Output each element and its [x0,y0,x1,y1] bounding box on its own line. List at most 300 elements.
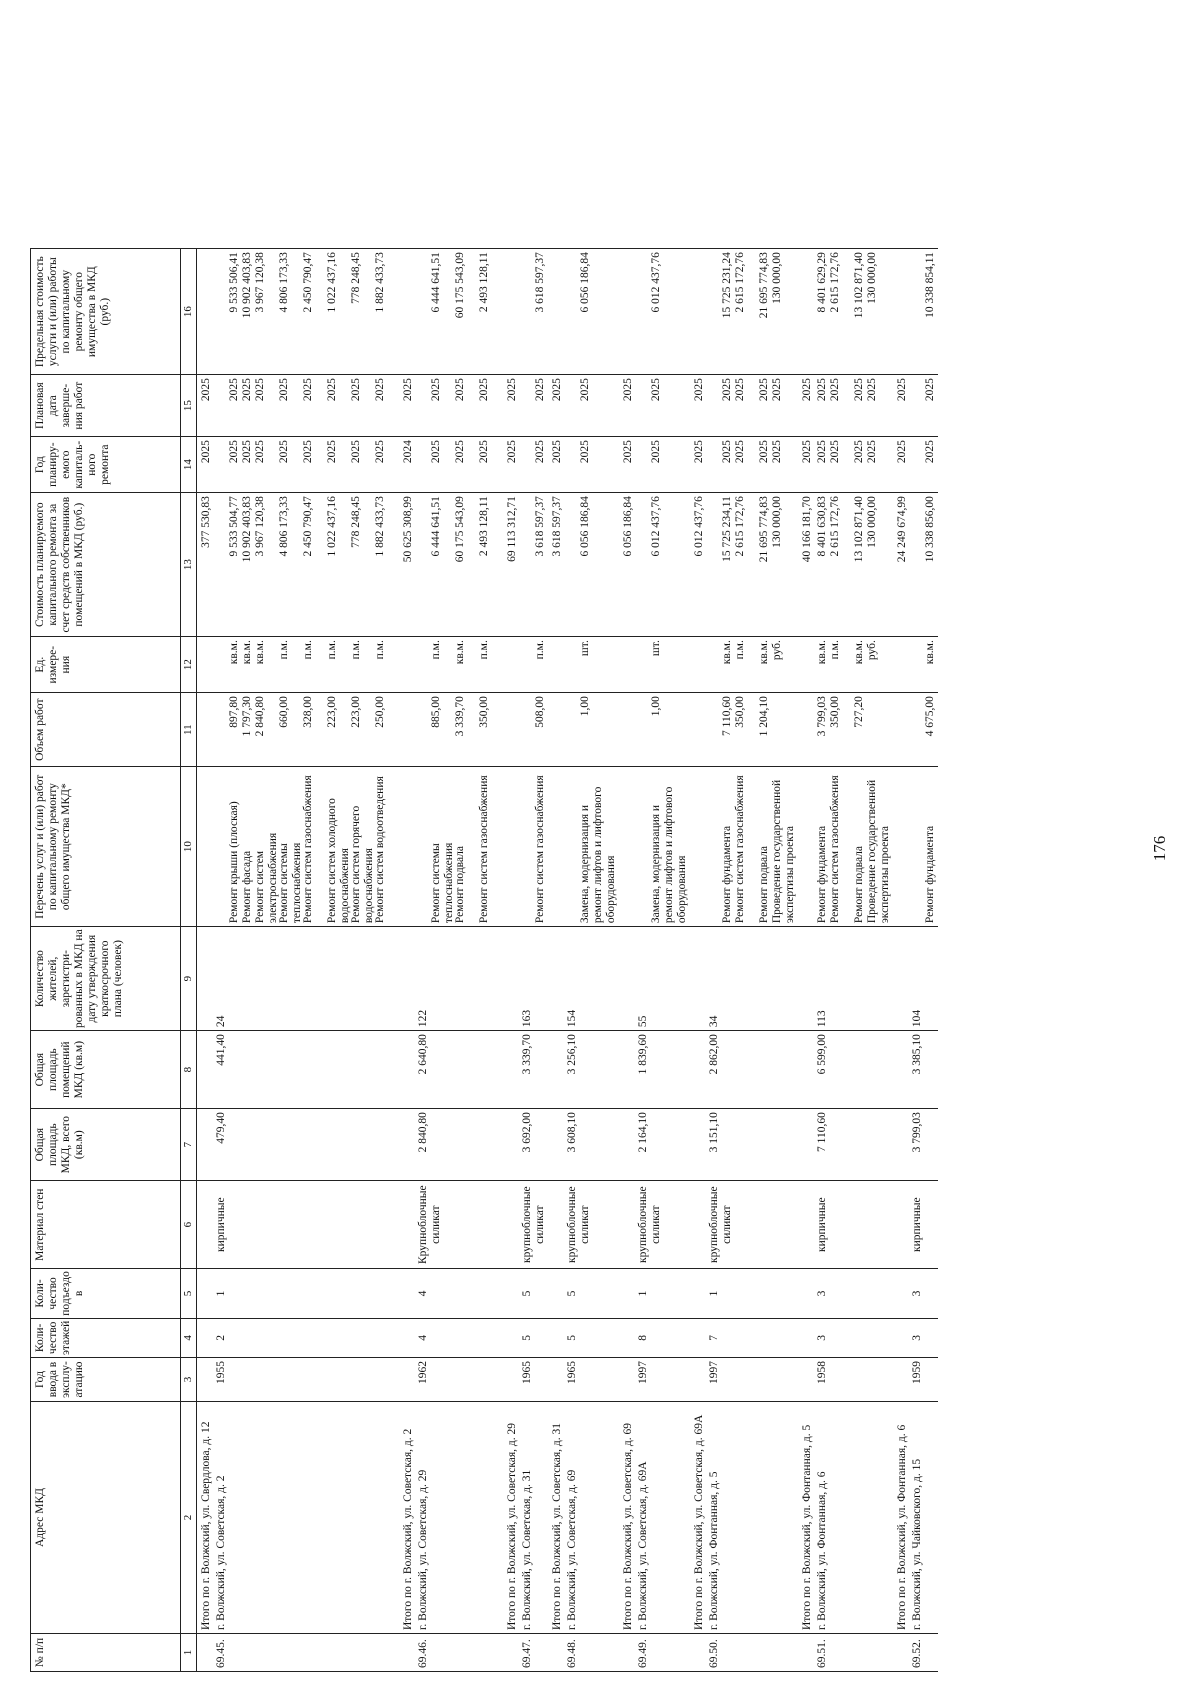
work-cost: 6 444 641,51 [430,496,442,557]
header-row [31,249,181,1672]
work-year: 2025 [302,440,314,464]
total-row [893,249,910,1672]
total-row [619,249,636,1672]
floors: 5 [565,1318,619,1357]
work-date: 2025 [534,378,546,402]
total-cost: 50 625 308,99 [399,493,416,637]
work-limit: 13 102 871,40 [853,252,865,319]
work-volume: 3 339,70 [454,696,466,737]
total-row [399,249,416,1672]
entrances: 3 [910,1269,938,1319]
year-built: 1962 [416,1358,503,1402]
work-limit: 3 618 597,37 [534,252,546,313]
work-year: 2025 [478,440,490,464]
work-cost: 130 000,00 [866,496,878,548]
work-volume: 7 110,60 [721,696,733,736]
residents: 24 [214,927,399,1031]
total-date: 2025 [548,375,565,437]
work-name: Ремонт фундамента [721,825,733,924]
work-year: 2025 [866,440,878,464]
work-limit: 6 056 186,84 [579,252,591,313]
floors: 4 [416,1318,503,1357]
col-number: 16 [181,249,197,375]
work-unit: п.м. [478,640,490,660]
floors: 7 [707,1318,798,1357]
work-limit: 10 902 403,83 [241,252,253,319]
work-volume: 897,80 [228,696,240,728]
floors: 5 [520,1318,548,1357]
residents: 154 [565,927,619,1031]
row-number: 69.48. [565,1634,619,1672]
column-number-row [181,249,197,1672]
work-year: 2025 [350,440,362,464]
col-number: 4 [181,1318,197,1357]
total-row [503,249,520,1672]
total-label: Итого по г. Волжский, ул. Советская, д. 2 [402,1428,414,1630]
total-year: 2025 [548,437,565,493]
area-rooms: 3 385,10 [910,1031,938,1109]
area-total: 2 164,10 [636,1109,690,1181]
total-date: 2025 [399,375,416,437]
total-row [548,249,565,1672]
work-unit: п.м. [302,640,314,660]
work-volume: 2 840,80 [254,696,266,737]
work-volume: 1,00 [650,696,662,717]
work-year: 2025 [374,440,386,464]
work-cost: 10 902 403,83 [241,496,253,563]
area-rooms: 1 839,60 [636,1031,690,1109]
work-year: 2025 [650,440,662,464]
building-row [416,249,503,1672]
work-unit: п.м. [374,640,386,660]
col-number: 13 [181,493,197,637]
total-year: 2025 [503,437,520,493]
work-year: 2025 [454,440,466,464]
work-unit: кв.м. [758,640,770,665]
col-number: 1 [181,1634,197,1672]
work-cost: 2 493 128,11 [478,496,490,557]
year-built: 1997 [707,1358,798,1402]
work-cost: 10 338 856,00 [924,496,936,563]
work-limit: 6 444 641,51 [430,252,442,313]
area-rooms: 6 599,00 [815,1031,893,1109]
work-limit: 2 615 172,76 [829,252,841,313]
work-unit: п.м. [534,640,546,660]
work-unit: п.м. [326,640,338,660]
address: г. Волжский, ул. Советская, д. 31 [520,1402,548,1634]
col-number: 9 [181,927,197,1031]
work-volume: 4 675,00 [924,696,936,737]
total-date: 2025 [798,375,815,437]
work-date: 2025 [302,378,314,402]
row-number: 69.45. [214,1634,399,1672]
total-row [197,249,215,1672]
residents: 55 [636,927,690,1031]
row-number: 69.46. [416,1634,503,1672]
wall-material: крупноблочные силикат [707,1181,798,1269]
entrances: 5 [520,1269,548,1319]
total-label: Итого по г. Волжский, ул. Советская, д. 31 [551,1423,563,1630]
total-year: 2025 [619,437,636,493]
wall-material: крупноблочные силикат [520,1181,548,1269]
work-limit: 778 248,45 [350,252,362,304]
address: г. Волжский, ул. Чайковского, д. 15 [910,1402,938,1634]
wall-material: крупноблочные силикат [565,1181,619,1269]
residents: 104 [910,927,938,1031]
total-cost: 6 012 437,76 [690,493,707,637]
building-row [520,249,548,1672]
col-header-volume: Объем работ [31,693,181,767]
area-total: 3 151,10 [707,1109,798,1181]
work-cost: 2 615 172,76 [829,496,841,557]
col-header-finish-date: Плановая дата заверше-ния работ [31,375,181,437]
area-rooms: 2 862,00 [707,1031,798,1109]
work-volume: 223,00 [350,696,362,728]
total-year: 2025 [893,437,910,493]
work-volume: 1 797,30 [241,696,253,737]
total-label: Итого по г. Волжский, ул. Фонтанная, д. 6 [896,1424,908,1630]
work-name: Ремонт фундамента [924,825,936,924]
work-volume: 328,00 [302,696,314,728]
work-limit: 21 695 774,83 [758,252,770,319]
work-name: Проведение государственной экспертизы проекта [866,779,891,924]
col-header-residents: Количество жителей, зарегистри-рованных в МКД на дату утверждения краткосрочного плана (человек) [31,927,181,1031]
wall-material: кирпичные [910,1181,938,1269]
wall-material: крупноблочные силикат [636,1181,690,1269]
work-unit: кв.м. [816,640,828,665]
work-name: Ремонт систем газоснабжения [734,775,746,924]
work-volume: 508,00 [534,696,546,728]
work-year: 2025 [579,440,591,464]
work-name: Проведение государственной экспертизы проекта [771,779,796,924]
work-year: 2025 [734,440,746,464]
year-built: 1965 [565,1358,619,1402]
total-cost: 3 618 597,37 [548,493,565,637]
area-total: 2 840,80 [416,1109,503,1181]
page-number: 176 [1150,835,1169,862]
work-year: 2025 [278,440,290,464]
work-date: 2025 [816,378,828,402]
work-name: Ремонт систем электроснабжения [254,832,279,924]
total-row [690,249,707,1672]
work-limit: 2 615 172,76 [734,252,746,313]
work-cost: 13 102 871,40 [853,496,865,563]
address: г. Волжский, ул. Советская, д. 2 [214,1402,399,1634]
work-year: 2025 [241,440,253,464]
total-date: 2025 [503,375,520,437]
total-label: Итого по г. Волжский, ул. Фонтанная, д. 5 [801,1424,813,1630]
work-date: 2025 [579,378,591,402]
col-number: 14 [181,437,197,493]
row-number: 69.47. [520,1634,548,1672]
total-cost: 69 113 312,71 [503,493,520,637]
work-name: Ремонт систем холодного водоснабжения [326,798,351,924]
work-year: 2025 [853,440,865,464]
area-total: 3 799,03 [910,1109,938,1181]
work-date: 2025 [866,378,878,402]
work-name: Ремонт систем водоотведения [374,776,386,924]
wall-material: кирпичные [815,1181,893,1269]
entrances: 3 [815,1269,893,1319]
work-unit: кв.м. [254,640,266,665]
work-limit: 1 022 437,16 [326,252,338,313]
work-name: Ремонт систем горячего водоснабжения [350,805,375,924]
area-total: 479,40 [214,1109,399,1181]
total-label: Итого по г. Волжский, ул. Советская, д. 69 [622,1423,634,1630]
total-date: 2025 [893,375,910,437]
work-year: 2025 [771,440,783,464]
work-unit: кв.м. [241,640,253,665]
work-unit: п.м. [829,640,841,660]
work-year: 2025 [430,440,442,464]
row-number: 69.51. [815,1634,893,1672]
area-rooms: 441,40 [214,1031,399,1109]
col-header-area-rooms: Общая площадь помещений МКД (кв.м) [31,1031,181,1109]
building-row [636,249,690,1672]
work-date: 2025 [721,378,733,402]
work-date: 2025 [771,378,783,402]
work-cost: 6 012 437,76 [650,496,662,557]
capital-repair-table [30,248,938,1672]
work-date: 2025 [734,378,746,402]
col-header-num: № п/п [31,1634,181,1672]
work-unit: п.м. [278,640,290,660]
work-date: 2025 [853,378,865,402]
work-cost: 9 533 504,77 [228,496,240,557]
area-total: 7 110,60 [815,1109,893,1181]
work-limit: 130 000,00 [866,252,878,304]
work-year: 2025 [758,440,770,464]
total-year: 2025 [197,437,215,493]
work-date: 2025 [758,378,770,402]
total-year: 2025 [798,437,815,493]
total-row [798,249,815,1672]
address: г. Волжский, ул. Советская, д. 69А [636,1402,690,1634]
work-limit: 6 012 437,76 [650,252,662,313]
col-number: 12 [181,637,197,693]
total-label: Итого по г. Волжский, ул. Свердлова, д. 12 [200,1421,212,1630]
work-cost: 1 022 437,16 [326,496,338,557]
entrances: 1 [636,1269,690,1319]
work-name: Ремонт систем газоснабжения [829,775,841,924]
work-year: 2025 [534,440,546,464]
work-cost: 1 882 433,73 [374,496,386,557]
work-cost: 21 695 774,83 [758,496,770,563]
work-name: Ремонт подвала [454,845,466,924]
year-built: 1959 [910,1358,938,1402]
area-total: 3 692,00 [520,1109,548,1181]
work-year: 2025 [829,440,841,464]
work-unit: шт. [579,640,591,657]
work-cost: 3 618 597,37 [534,496,546,557]
col-header-repair-year: Год планиру-емого капиталь-ного ремонта [31,437,181,493]
residents: 122 [416,927,503,1031]
col-number: 11 [181,693,197,767]
work-date: 2025 [374,378,386,402]
col-number: 6 [181,1181,197,1269]
year-built: 1965 [520,1358,548,1402]
total-cost: 6 056 186,84 [619,493,636,637]
entrances: 4 [416,1269,503,1319]
work-date: 2025 [650,378,662,402]
work-unit: кв.м. [454,640,466,665]
work-unit: кв.м. [924,640,936,665]
area-rooms: 3 339,70 [520,1031,548,1109]
work-date: 2025 [350,378,362,402]
work-limit: 4 806 173,33 [278,252,290,313]
entrances: 1 [707,1269,798,1319]
col-header-works: Перечень услуг и (или) работ по капитальному ремонту общего имущества МКД* [31,767,181,927]
work-cost: 778 248,45 [350,496,362,548]
col-header-floors: Коли-чество этажей [31,1318,181,1357]
work-unit: руб. [771,640,783,661]
work-volume: 885,00 [430,696,442,728]
work-year: 2025 [924,440,936,464]
work-unit: кв.м. [853,640,865,665]
work-limit: 9 533 506,41 [228,252,240,313]
work-volume: 350,00 [829,696,841,728]
work-limit: 130 000,00 [771,252,783,304]
work-limit: 2 493 128,11 [478,252,490,313]
col-header-material: Материал стен [31,1181,181,1269]
building-row [707,249,798,1672]
work-name: Ремонт подвала [853,845,865,924]
col-header-entrances: Коли-чество подъездо в [31,1269,181,1319]
total-date: 2025 [619,375,636,437]
work-cost: 15 725 234,11 [721,496,733,562]
work-name: Ремонт систем газоснабжения [478,775,490,924]
work-name: Ремонт систем газоснабжения [534,775,546,924]
work-unit: руб. [866,640,878,661]
total-cost: 24 249 674,99 [893,493,910,637]
col-number: 15 [181,375,197,437]
work-date: 2025 [478,378,490,402]
total-year: 2024 [399,437,416,493]
address: г. Волжский, ул. Советская, д. 69 [565,1402,619,1634]
work-date: 2025 [829,378,841,402]
work-volume: 223,00 [326,696,338,728]
work-year: 2025 [228,440,240,464]
work-volume: 3 799,03 [816,696,828,737]
wall-material: кирпичные [214,1181,399,1269]
work-volume: 660,00 [278,696,290,728]
work-name: Ремонт фундамента [816,825,828,924]
work-date: 2025 [454,378,466,402]
work-year: 2025 [816,440,828,464]
work-limit: 10 338 854,11 [924,252,936,318]
work-limit: 60 175 543,09 [454,252,466,319]
col-header-limit: Предельная стоимость услуги и (или) работы по капитальному ремонту общего имущества в МКД (руб.) [31,249,181,375]
work-cost: 130 000,00 [771,496,783,548]
work-limit: 1 882 433,73 [374,252,386,313]
row-number: 69.52. [910,1634,938,1672]
col-header-address: Адрес МКД [31,1402,181,1634]
work-date: 2025 [924,378,936,402]
year-built: 1958 [815,1358,893,1402]
total-label: Итого по г. Волжский, ул. Советская, д. 29 [506,1423,518,1630]
total-date: 2025 [197,375,215,437]
total-label: Итого по г. Волжский, ул. Советская, д. 69А [693,1414,705,1630]
work-cost: 6 056 186,84 [579,496,591,557]
col-number: 8 [181,1031,197,1109]
address: г. Волжский, ул. Советская, д. 29 [416,1402,503,1634]
col-number: 2 [181,1402,197,1634]
area-total: 3 608,10 [565,1109,619,1181]
col-header-cost: Стоимость планируемого капитального ремонта за счет средств собственников помещений в МКД (руб.) [31,493,181,637]
work-year: 2025 [721,440,733,464]
work-name: Ремонт систем газоснабжения [302,775,314,924]
work-limit: 2 450 790,47 [302,252,314,313]
work-volume: 1 204,10 [758,696,770,737]
year-built: 1955 [214,1358,399,1402]
work-unit: кв.м. [721,640,733,665]
work-cost: 60 175 543,09 [454,496,466,563]
col-header-unit: Ед. измере-ния [31,637,181,693]
work-date: 2025 [241,378,253,402]
work-year: 2025 [326,440,338,464]
work-date: 2025 [228,378,240,402]
work-date: 2025 [278,378,290,402]
work-date: 2025 [254,378,266,402]
building-row [565,249,619,1672]
work-date: 2025 [326,378,338,402]
row-number: 69.49. [636,1634,690,1672]
wall-material: Крупноблочные силикат [416,1181,503,1269]
floors: 3 [910,1318,938,1357]
work-cost: 3 967 120,38 [254,496,266,557]
work-cost: 2 450 790,47 [302,496,314,557]
work-name: Ремонт системы теплоснабжения [278,842,303,924]
floors: 8 [636,1318,690,1357]
address: г. Волжский, ул. Фонтанная, д. 6 [815,1402,893,1634]
total-cost: 40 166 181,70 [798,493,815,637]
building-row [910,249,938,1672]
total-year: 2025 [690,437,707,493]
entrances: 1 [214,1269,399,1319]
area-rooms: 2 640,80 [416,1031,503,1109]
work-name: Ремонт фасада [241,850,253,924]
work-limit: 3 967 120,38 [254,252,266,313]
work-name: Ремонт подвала [758,845,770,924]
work-volume: 250,00 [374,696,386,728]
residents: 163 [520,927,548,1031]
address: г. Волжский, ул. Фонтанная, д. 5 [707,1402,798,1634]
work-name: Замена, модернизация и ремонт лифтов и лифтового оборудования [650,786,688,924]
work-volume: 1,00 [579,696,591,717]
work-year: 2025 [254,440,266,464]
work-name: Ремонт крыши (плоская) [228,801,240,924]
col-header-year: Год ввода в эксплу-атацию [31,1358,181,1402]
building-row [815,249,893,1672]
work-volume: 350,00 [734,696,746,728]
work-date: 2025 [430,378,442,402]
work-limit: 8 401 629,29 [816,252,828,313]
residents: 34 [707,927,798,1031]
building-row [214,249,399,1672]
total-date: 2025 [690,375,707,437]
col-number: 5 [181,1269,197,1319]
work-name: Ремонт системы теплоснабжения [430,842,455,924]
residents: 113 [815,927,893,1031]
work-unit: п.м. [350,640,362,660]
work-volume: 727,20 [853,696,865,728]
floors: 3 [815,1318,893,1357]
work-cost: 4 806 173,33 [278,496,290,557]
work-unit: п.м. [734,640,746,660]
work-unit: п.м. [430,640,442,660]
work-cost: 2 615 172,76 [734,496,746,557]
floors: 2 [214,1318,399,1357]
